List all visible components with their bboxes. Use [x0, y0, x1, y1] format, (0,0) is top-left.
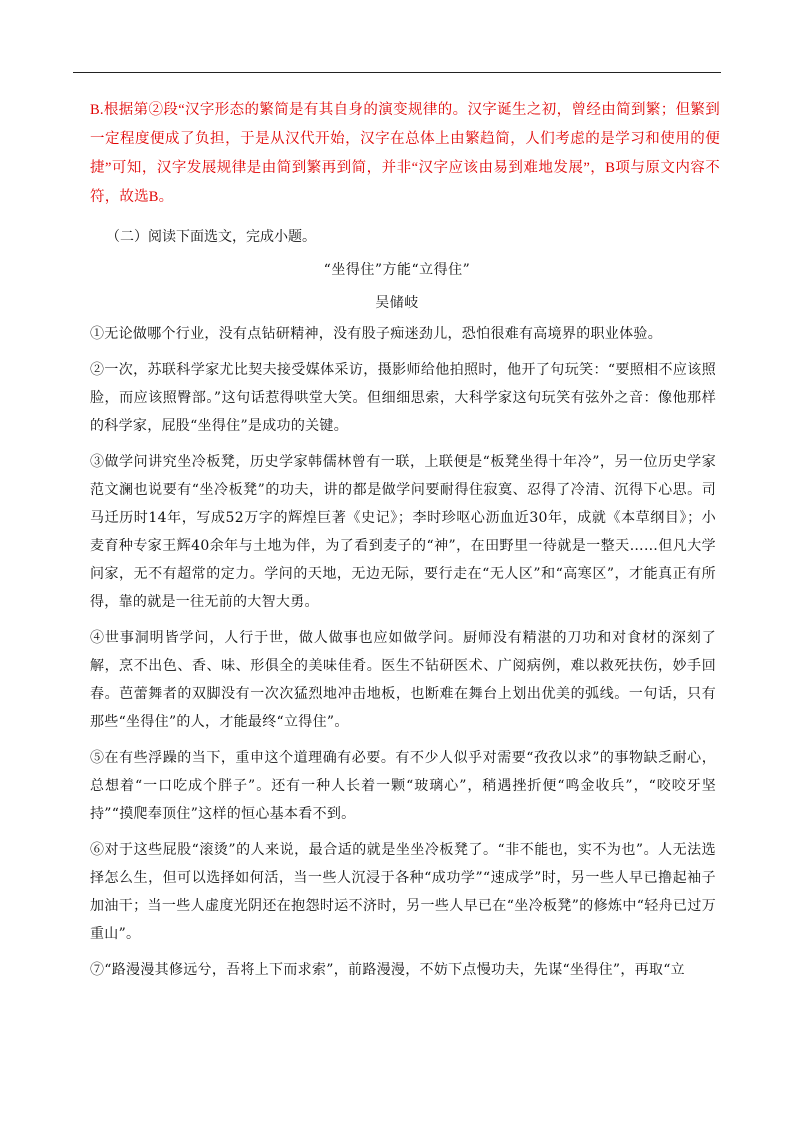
- article-author: 吴储岐: [375, 295, 419, 311]
- section-heading: （二）阅读下面选文，完成小题。: [106, 230, 316, 245]
- paragraph-5: ⑤在有些浮躁的当下，重申这个道理确有必要。有不少人似乎对需要“孜孜以求”的事物缺乏耐心，总想着“一口吃成个胖子”。还有一种人长着一颗“玻璃心”，稍遇挫折便“鸣金收兵”，“咬咬牙坚持”“摸爬奉顶住”这样的恒心基本看不到。: [90, 750, 716, 822]
- paragraph-6: ⑥对于这些屁股“滚烫”的人来说，最合适的就是坐坐冷板凳了。“非不能也，实不为也”。人无法选择怎么生，但可以选择如何活，当一些人沉浸于各种“成功学”“速成学”时，另一些人早已撸起袖子加油干；当一些人虚度光阴还在抱怨时运不济时，另一些人早已在“坐冷板凳”的修炼中“轻舟已过万重山”。: [90, 842, 716, 942]
- header-rule: [73, 72, 721, 73]
- article-title: “坐得住”方能“立得住”: [323, 262, 471, 278]
- paragraph-4: ④世事洞明皆学问，人行于世，做人做事也应如做学问。厨师没有精湛的刀功和对食材的深刻了解，烹不出色、香、味、形俱全的美味佳肴。医生不钻研医术、广阅病例，难以救死扶伤，妙手回春。芭蕾舞者的双脚没有一次次猛烈地冲击地板，也断难在舞台上划出优美的弧线。一句话，只有那些“坐得住”的人，才能最终“立得住”。: [90, 630, 716, 730]
- answer-text: B.根据第②段“汉字形态的繁简是有其自身的演变规律的。汉字诞生之初，曾经由简到繁；但繁到一定程度便成了负担，于是从汉代开始，汉字在总体上由繁趋简，人们考虑的是学习和使用的便捷”可知，汉字发展规律是由简到繁再到简，并非“汉字应该由易到难地发展”，B项与原文内容不符，故选B。: [90, 102, 720, 205]
- answer-explanation: [90, 96, 720, 212]
- paragraph-1: ①无论做哪个行业，没有点钻研精神，没有股子痴迷劲儿，恐怕很难有高境界的职业体验。: [90, 326, 662, 342]
- article-body: [90, 320, 716, 992]
- paragraph-7: ⑦“路漫漫其修远兮，吾将上下而求索”，前路漫漫，不妨下点慢功夫，先谋“坐得住”，再取“立: [90, 962, 685, 978]
- paragraph-3: ③做学问讲究坐冷板凳，历史学家韩儒林曾有一联，上联便是“板凳坐得十年冷”，另一位历史学家范文澜也说要有“坐冷板凳”的功夫，讲的都是做学问要耐得住寂寞、忍得了冷清、沉得下心思。司马迁历时14年，写成52万字的辉煌巨著《史记》；李时珍呕心沥血近30年，成就《本草纲目》；小麦育种专家王辉40余年与土地为伴，为了看到麦子的“神”，在田野里一待就是一整天……但凡大学问家，无不有超常的定力。学问的天地，无边无际，要行走在“无人区”和“高寒区”，才能真正有所得，靠的就是一往无前的大智大勇。: [90, 454, 716, 610]
- paragraph-2: ②一次，苏联科学家尤比契夫接受媒体采访，摄影师给他拍照时，他开了句玩笑：“要照相不应该照脸，而应该照臀部。”这句话惹得哄堂大笑。但细细思索，大科学家这句玩笑有弦外之音：像他那样的科学家，屁股“坐得住”是成功的关键。: [90, 362, 716, 434]
